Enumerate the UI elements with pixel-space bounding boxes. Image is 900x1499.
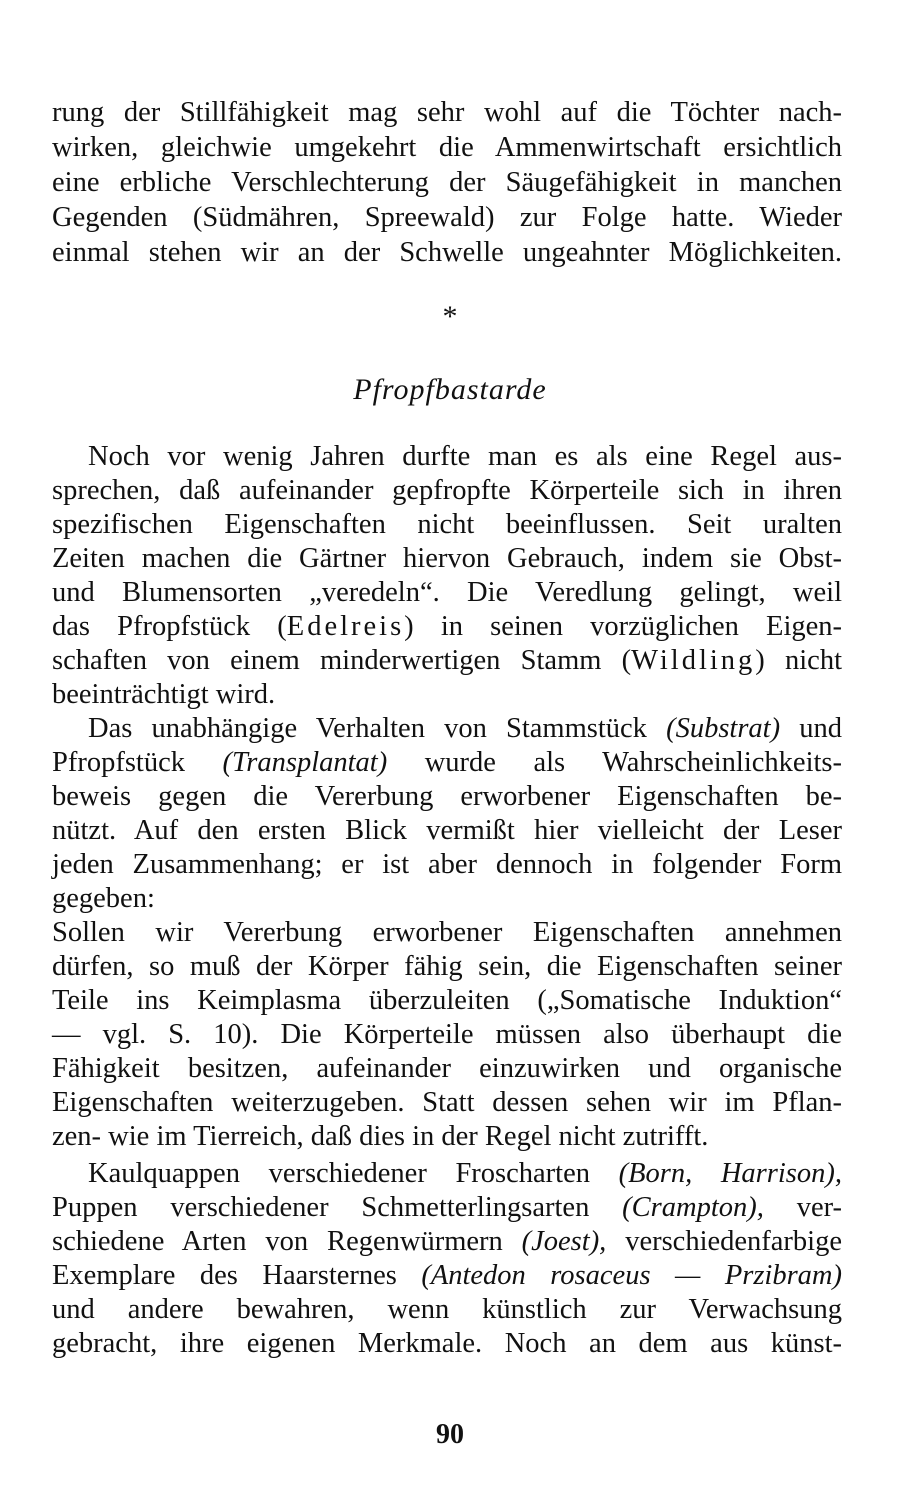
- text-line: [52, 1259, 842, 1293]
- text-run: Das unabhängige Verhalten von Stammstück: [88, 713, 667, 744]
- text-run: schaften von einem minderwertigen Stamm (: [52, 645, 632, 676]
- text-run: verschiedenfarbige: [606, 1226, 842, 1257]
- spaced-term: Wildling: [631, 645, 756, 676]
- text-line: beweis gegen die Vererbung erworbener Eigenschaften be-: [52, 781, 842, 812]
- text-run: Kaulquappen verschiedener Froscharten: [88, 1158, 619, 1189]
- text-run: ) in seinen vorzüglichen Eigen-: [404, 611, 842, 642]
- text-run: Puppen verschiedener Schmetterlingsarten: [52, 1192, 623, 1223]
- text-line: Sollen wir Vererbung erworbener Eigenschaften annehmen: [52, 917, 842, 948]
- text-line: jeden Zusammenhang; er ist aber dennoch in folgender Form: [52, 849, 842, 880]
- text-line: Teile ins Keimplasma überzuleiten („Somatische Induktion“: [52, 985, 842, 1016]
- text-run: ver-: [763, 1192, 843, 1223]
- text-run: das Pfropfstück (: [52, 611, 287, 642]
- text-line: zen- wie im Tierreich, daß dies in der Regel nicht zutrifft.: [52, 1121, 709, 1152]
- text-line: beeinträchtigt wird.: [52, 679, 276, 710]
- text-line: [52, 644, 842, 678]
- text-line: Noch vor wenig Jahren durfte man es als eine Regel aus-: [88, 441, 842, 472]
- italic-citation: (Crampton),: [622, 1192, 764, 1223]
- text-line: gebracht, ihre eigenen Merkmale. Noch an dem aus künst-: [52, 1328, 842, 1359]
- text-line: Zeiten machen die Gärtner hiervon Gebrauch, indem sie Obst-: [52, 543, 842, 574]
- text-line: nützt. Auf den ersten Blick vermißt hier vielleicht der Leser: [52, 815, 842, 846]
- italic-term: (Transplantat): [222, 747, 388, 778]
- section-separator: *: [442, 300, 458, 333]
- text-run: und: [780, 713, 843, 744]
- text-run: Pfropfstück: [52, 747, 223, 778]
- text-line: sprechen, daß aufeinander gepfropfte Körperteile sich in ihren: [52, 475, 842, 506]
- text-line: eine erbliche Verschlechterung der Säugefähigkeit in manchen: [52, 167, 842, 198]
- section-title: Pfropfbastarde: [353, 373, 547, 406]
- text-line: einmal stehen wir an der Schwelle ungeahnter Möglichkeiten.: [52, 237, 842, 268]
- text-run: ) nicht: [755, 645, 842, 676]
- text-line: [52, 1191, 842, 1225]
- text-run: schiedene Arten von Regenwürmern: [52, 1226, 522, 1257]
- spaced-term: Edelreis: [286, 611, 405, 642]
- text-line: [52, 610, 842, 644]
- text-line: [88, 712, 842, 746]
- text-line: dürfen, so muß der Körper fähig sein, die Eigenschaften seiner: [52, 951, 842, 982]
- text-line: [52, 746, 842, 780]
- italic-citation: (Joest),: [521, 1226, 607, 1257]
- text-line: Eigenschaften weiterzugeben. Statt dessen sehen wir im Pflan-: [52, 1087, 842, 1118]
- text-line: gegeben:: [52, 883, 155, 914]
- italic-citation: (Antedon rosaceus — Przibram): [421, 1260, 842, 1291]
- italic-citation: (Born, Harrison),: [618, 1158, 842, 1189]
- text-line: rung der Stillfähigkeit mag sehr wohl auf die Töchter nach-: [52, 97, 842, 128]
- text-line: Fähigkeit besitzen, aufeinander einzuwirken und organische: [52, 1053, 842, 1084]
- italic-term: (Substrat): [666, 713, 781, 744]
- page-number: 90: [436, 1419, 464, 1450]
- text-run: Exemplare des Haarsternes: [52, 1260, 422, 1291]
- text-line: Gegenden (Südmähren, Spreewald) zur Folge hatte. Wieder: [52, 202, 842, 233]
- text-line: spezifischen Eigenschaften nicht beeinflussen. Seit uralten: [52, 509, 842, 540]
- text-line: und Blumensorten „veredeln“. Die Veredlung gelingt, weil: [52, 577, 842, 608]
- text-line: wirken, gleichwie umgekehrt die Ammenwirtschaft ersichtlich: [52, 132, 842, 163]
- text-line: — vgl. S. 10). Die Körperteile müssen also überhaupt die: [52, 1019, 842, 1050]
- text-line: und andere bewahren, wenn künstlich zur Verwachsung: [52, 1294, 842, 1325]
- text-run: wurde als Wahrscheinlichkeits-: [387, 747, 842, 778]
- text-line: [52, 1225, 842, 1259]
- text-line: [88, 1157, 842, 1191]
